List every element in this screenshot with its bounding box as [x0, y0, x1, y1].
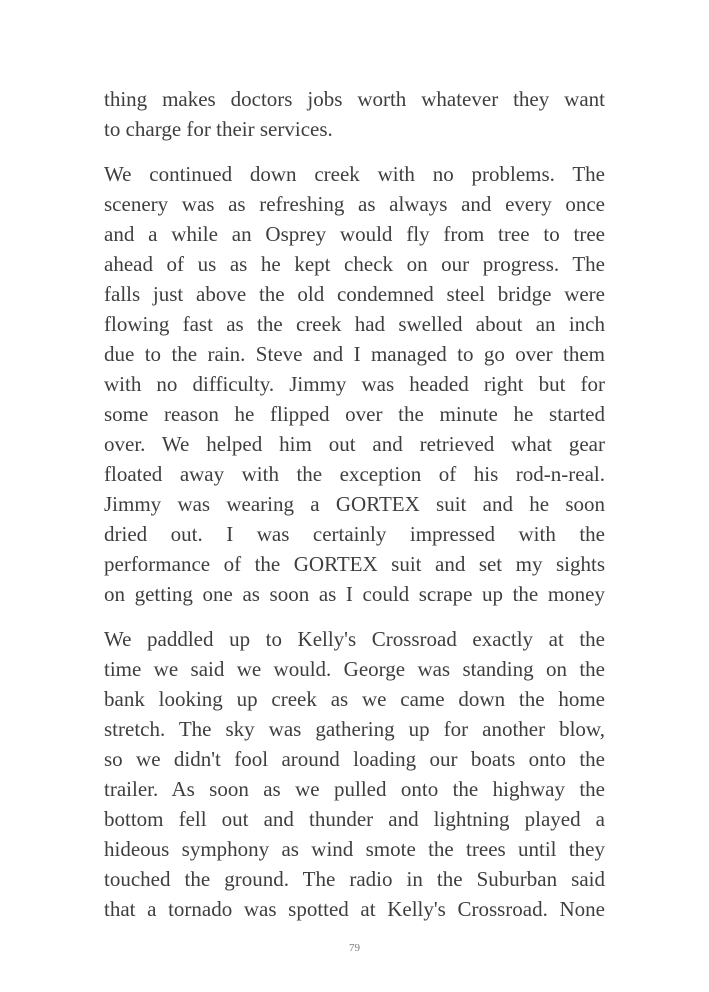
- text-line: performance of the GORTEX suit and set my sights: [104, 552, 605, 576]
- paragraph: [104, 624, 605, 924]
- text-line: floated away with the exception of his rod-n-real.: [104, 462, 605, 486]
- text-line: to charge for their services.: [104, 117, 333, 141]
- page-body: [104, 84, 605, 939]
- text-line: and a while an Osprey would fly from tree to tree: [104, 222, 605, 246]
- text-line: dried out. I was certainly impressed with the: [104, 522, 605, 546]
- paragraph: [104, 84, 605, 144]
- text-line: hideous symphony as wind smote the trees until they: [104, 837, 605, 861]
- text-line: touched the ground. The radio in the Suburban said: [104, 867, 605, 891]
- text-line: ahead of us as he kept check on our progress. The: [104, 252, 605, 276]
- text-line: bottom fell out and thunder and lightning played a: [104, 807, 605, 831]
- text-line: We continued down creek with no problems. The: [104, 162, 605, 186]
- text-line: time we said we would. George was standing on the: [104, 657, 605, 681]
- text-line: trailer. As soon as we pulled onto the highway the: [104, 777, 605, 801]
- text-line: stretch. The sky was gathering up for another blow,: [104, 717, 605, 741]
- text-line: flowing fast as the creek had swelled about an inch: [104, 312, 605, 336]
- text-line: thing makes doctors jobs worth whatever they want: [104, 87, 605, 111]
- page-number: 79: [349, 942, 360, 954]
- text-line: that a tornado was spotted at Kelly's Crossroad. None: [104, 897, 605, 921]
- text-line: bank looking up creek as we came down the home: [104, 687, 605, 711]
- text-line: with no difficulty. Jimmy was headed right but for: [104, 372, 605, 396]
- text-line: over. We helped him out and retrieved what gear: [104, 432, 605, 456]
- paragraph: [104, 159, 605, 609]
- text-line: some reason he flipped over the minute he started: [104, 402, 605, 426]
- text-line: on getting one as soon as I could scrape up the money: [104, 582, 605, 606]
- text-line: scenery was as refreshing as always and every once: [104, 192, 605, 216]
- text-line: so we didn't fool around loading our boats onto the: [104, 747, 605, 771]
- text-line: We paddled up to Kelly's Crossroad exactly at the: [104, 627, 605, 651]
- text-line: due to the rain. Steve and I managed to go over them: [104, 342, 605, 366]
- text-line: Jimmy was wearing a GORTEX suit and he soon: [104, 492, 605, 516]
- text-line: falls just above the old condemned steel bridge were: [104, 282, 605, 306]
